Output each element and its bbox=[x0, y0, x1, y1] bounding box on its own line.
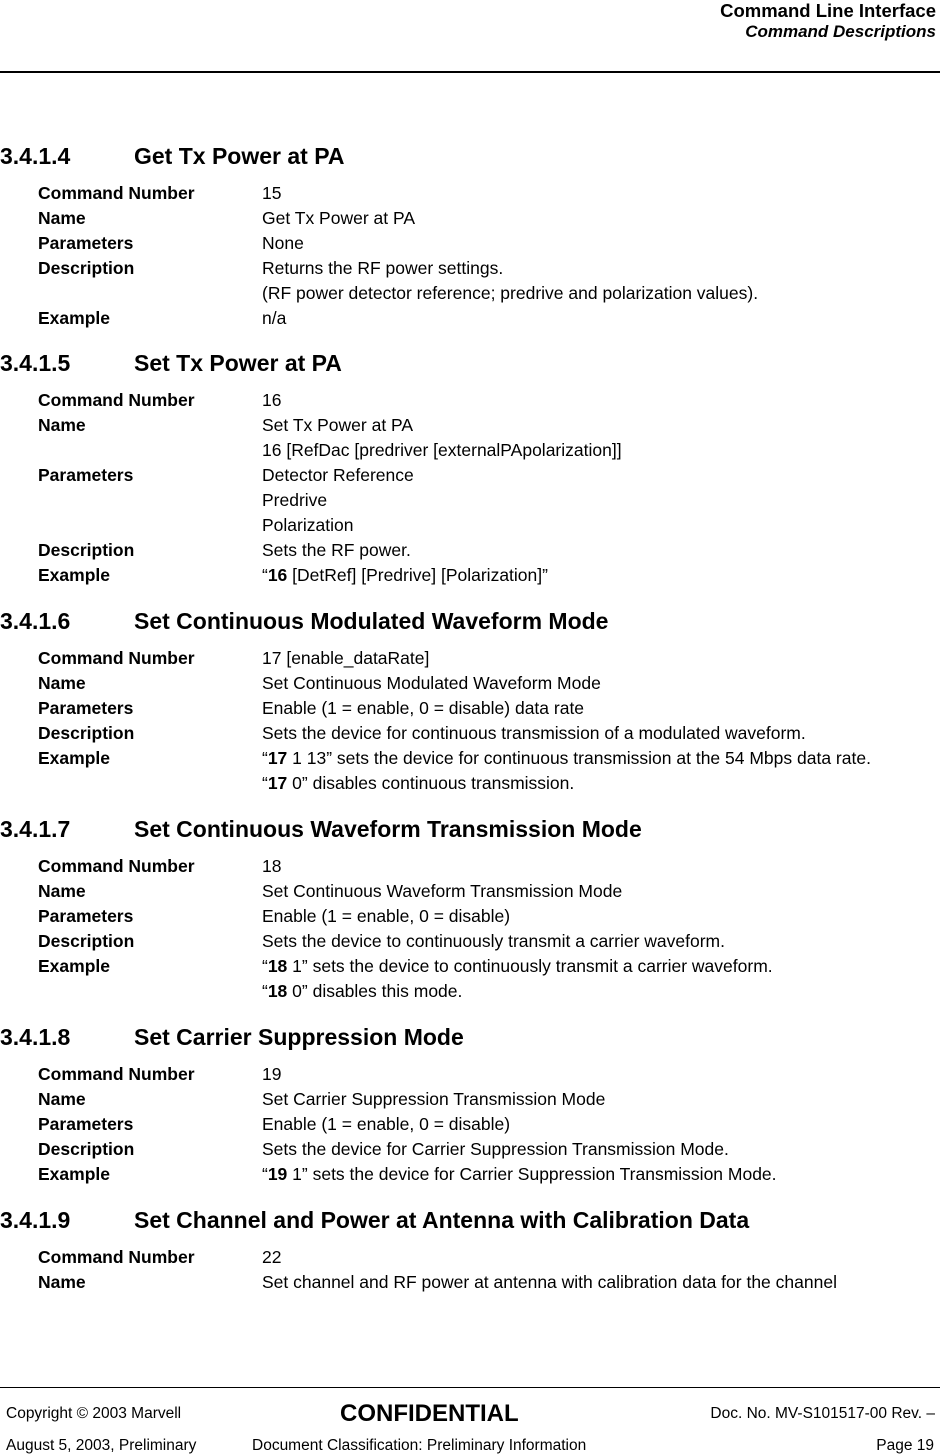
value-open-quote: “ bbox=[262, 773, 268, 793]
field-value: 17 [enable_dataRate] bbox=[262, 648, 430, 668]
running-header-title: Command Line Interface bbox=[720, 0, 936, 21]
field-value: Returns the RF power settings. bbox=[262, 258, 504, 278]
field-value: Polarization bbox=[262, 515, 354, 535]
value-text: [DetRef] [Predrive] [Polarization]” bbox=[287, 565, 548, 585]
section-number: 3.4.1.7 bbox=[0, 816, 71, 842]
value-text: 1” sets the device for Carrier Suppression Transmission Mode. bbox=[287, 1164, 777, 1184]
field-value: 19 bbox=[262, 1064, 282, 1084]
field-label: Parameters bbox=[38, 233, 134, 253]
section-number: 3.4.1.6 bbox=[0, 608, 71, 634]
field-value: 22 bbox=[262, 1247, 282, 1267]
footer-confidential: CONFIDENTIAL bbox=[340, 1400, 519, 1427]
footer-rule bbox=[0, 1387, 940, 1388]
field-label: Description bbox=[38, 258, 135, 278]
section-title: Set Tx Power at PA bbox=[134, 350, 342, 376]
field-value bbox=[262, 981, 462, 1001]
field-value bbox=[262, 956, 773, 976]
command-number-bold: 18 bbox=[267, 981, 288, 1001]
footer-page-number: Page 19 bbox=[876, 1437, 934, 1454]
field-label: Command Number bbox=[38, 183, 195, 203]
field-label: Name bbox=[38, 208, 86, 228]
field-value: Detector Reference bbox=[262, 465, 414, 485]
field-value bbox=[262, 565, 548, 585]
field-value: Enable (1 = enable, 0 = disable) bbox=[262, 1114, 511, 1134]
field-value: 18 bbox=[262, 856, 282, 876]
field-value: Sets the device for continuous transmission of a modulated waveform. bbox=[262, 723, 806, 743]
field-value: Predrive bbox=[262, 490, 328, 510]
section-number: 3.4.1.5 bbox=[0, 350, 71, 376]
value-open-quote: “ bbox=[262, 748, 268, 768]
value-open-quote: “ bbox=[262, 956, 268, 976]
field-label: Parameters bbox=[38, 906, 134, 926]
field-value: Enable (1 = enable, 0 = disable) bbox=[262, 906, 511, 926]
field-value: Sets the RF power. bbox=[262, 540, 411, 560]
section-title: Set Continuous Waveform Transmission Mode bbox=[134, 816, 642, 842]
value-text: 1 13” sets the device for continuous transmission at the 54 Mbps data rate. bbox=[287, 748, 871, 768]
value-open-quote: “ bbox=[262, 565, 268, 585]
section-number: 3.4.1.9 bbox=[0, 1207, 71, 1233]
command-number-bold: 19 bbox=[267, 1164, 288, 1184]
field-label: Description bbox=[38, 723, 135, 743]
field-label: Description bbox=[38, 931, 135, 951]
field-label: Parameters bbox=[38, 698, 134, 718]
field-value: Set Continuous Modulated Waveform Mode bbox=[262, 673, 601, 693]
field-label: Parameters bbox=[38, 1114, 134, 1134]
section-number: 3.4.1.8 bbox=[0, 1024, 71, 1050]
field-value: Sets the device to continuously transmit a carrier waveform. bbox=[262, 931, 725, 951]
value-text: 0” disables this mode. bbox=[287, 981, 463, 1001]
section-title: Set Carrier Suppression Mode bbox=[134, 1024, 464, 1050]
field-value: Sets the device for Carrier Suppression Transmission Mode. bbox=[262, 1139, 729, 1159]
field-label: Command Number bbox=[38, 1064, 195, 1084]
command-number-bold: 17 bbox=[267, 773, 288, 793]
field-value: 16 [RefDac [predriver [externalPApolarization]] bbox=[262, 440, 622, 460]
field-label: Description bbox=[38, 1139, 135, 1159]
field-label: Command Number bbox=[38, 856, 195, 876]
field-value: Enable (1 = enable, 0 = disable) data rate bbox=[262, 698, 585, 718]
field-value: Get Tx Power at PA bbox=[262, 208, 416, 228]
command-number-bold: 17 bbox=[267, 748, 288, 768]
field-label: Parameters bbox=[38, 465, 134, 485]
field-label: Command Number bbox=[38, 648, 195, 668]
field-label: Example bbox=[38, 1164, 110, 1184]
running-header-subtitle: Command Descriptions bbox=[745, 22, 936, 41]
field-value: 16 bbox=[262, 390, 282, 410]
field-label: Name bbox=[38, 1089, 86, 1109]
command-number-bold: 18 bbox=[267, 956, 288, 976]
section-title: Get Tx Power at PA bbox=[134, 143, 345, 169]
field-label: Example bbox=[38, 956, 110, 976]
field-value: Set Continuous Waveform Transmission Mode bbox=[262, 881, 623, 901]
field-label: Command Number bbox=[38, 1247, 195, 1267]
value-open-quote: “ bbox=[262, 1164, 268, 1184]
footer-classification: Document Classification: Preliminary Information bbox=[252, 1437, 587, 1454]
footer-copyright: Copyright © 2003 Marvell bbox=[6, 1405, 182, 1422]
footer-date: August 5, 2003, Preliminary bbox=[6, 1437, 197, 1454]
field-value: Set Tx Power at PA bbox=[262, 415, 414, 435]
value-text: 1” sets the device to continuously transmit a carrier waveform. bbox=[287, 956, 773, 976]
header-rule bbox=[0, 71, 940, 73]
field-label: Description bbox=[38, 540, 135, 560]
field-label: Command Number bbox=[38, 390, 195, 410]
field-value: 15 bbox=[262, 183, 282, 203]
section-title: Set Continuous Modulated Waveform Mode bbox=[134, 608, 609, 634]
field-value bbox=[262, 773, 574, 793]
field-value: Set channel and RF power at antenna with calibration data for the channel bbox=[262, 1272, 837, 1292]
field-value: Set Carrier Suppression Transmission Mode bbox=[262, 1089, 606, 1109]
section-title: Set Channel and Power at Antenna with Calibration Data bbox=[134, 1207, 750, 1233]
value-text: 0” disables continuous transmission. bbox=[287, 773, 575, 793]
field-value: None bbox=[262, 233, 304, 253]
section-number: 3.4.1.4 bbox=[0, 143, 71, 169]
field-value: n/a bbox=[262, 308, 287, 328]
field-label: Example bbox=[38, 565, 110, 585]
field-label: Name bbox=[38, 881, 86, 901]
command-number-bold: 16 bbox=[267, 565, 288, 585]
field-value bbox=[262, 748, 871, 768]
footer-doc-number: Doc. No. MV-S101517-00 Rev. – bbox=[710, 1405, 935, 1422]
field-value bbox=[262, 1164, 777, 1184]
field-label: Name bbox=[38, 415, 86, 435]
value-open-quote: “ bbox=[262, 981, 268, 1001]
field-label: Name bbox=[38, 1272, 86, 1292]
field-label: Name bbox=[38, 673, 86, 693]
field-label: Example bbox=[38, 748, 110, 768]
field-label: Example bbox=[38, 308, 110, 328]
field-value: (RF power detector reference; predrive and polarization values). bbox=[262, 283, 759, 303]
